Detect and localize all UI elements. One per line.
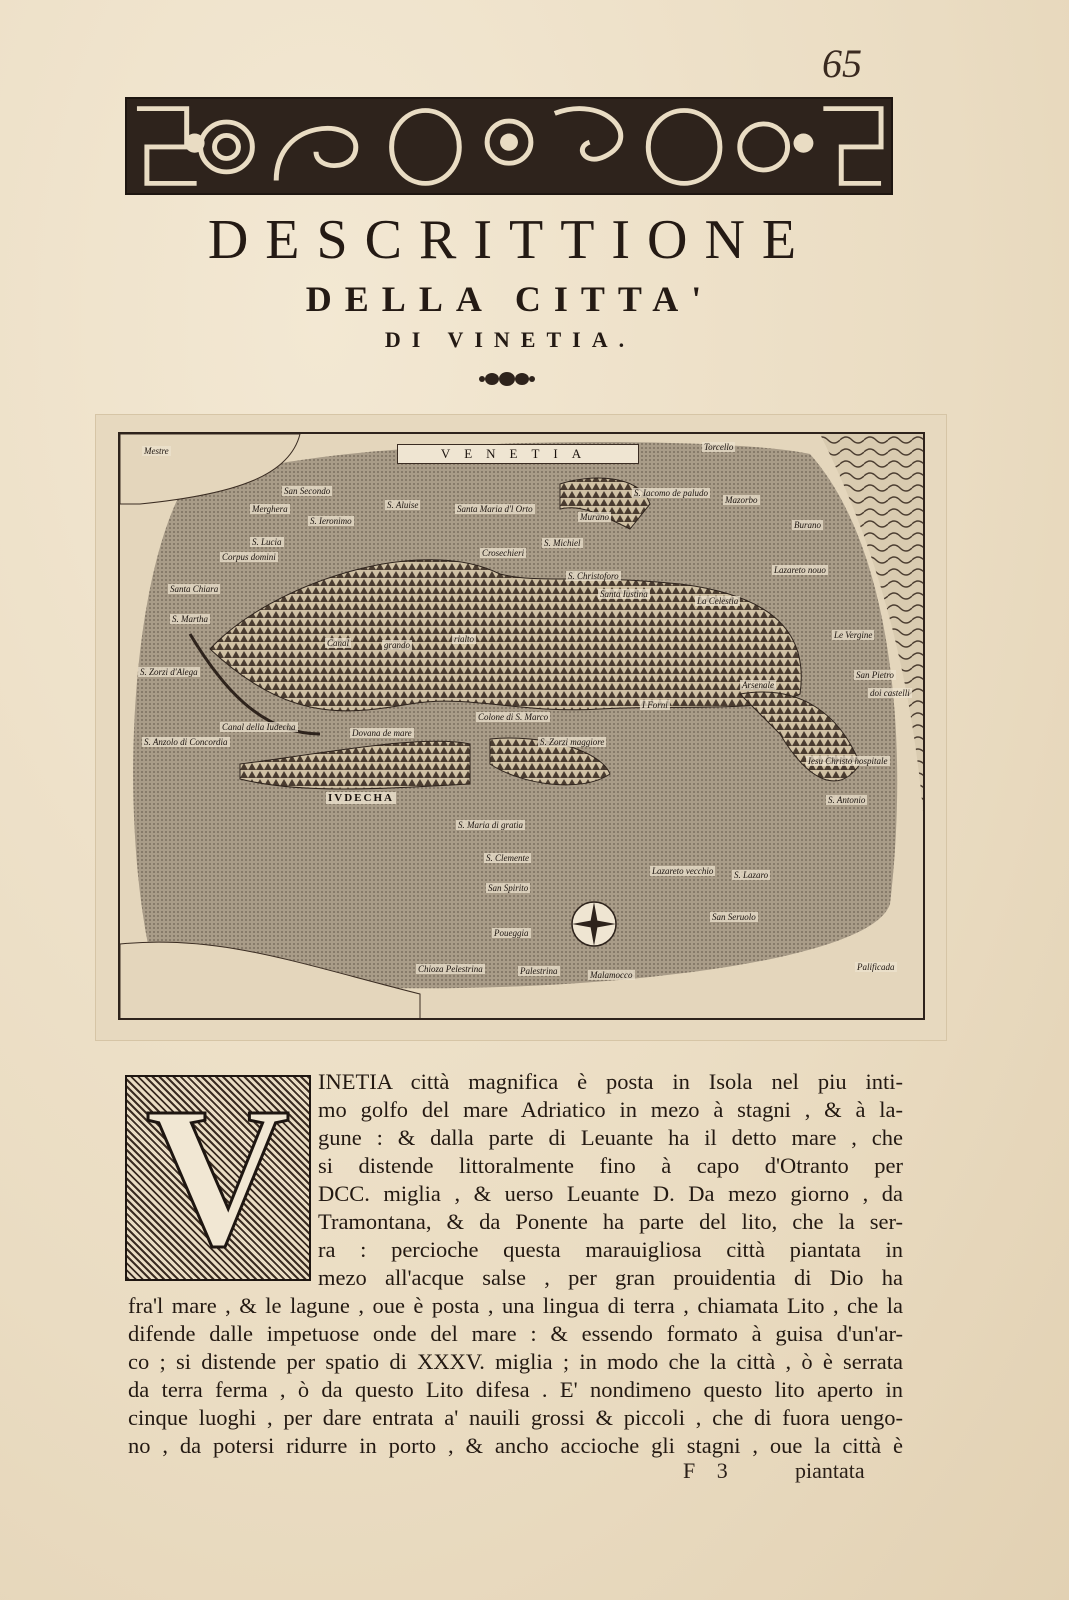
text-line: fra'l mare , & le lagune , oue è posta , una lingua di terra , chiamata Lito , che la: [128, 1293, 903, 1318]
map-label: Santa Maria d'l Orto: [457, 504, 533, 514]
text-line: difende dalle impetuose onde del mare : & essendo formato à guisa d'un'ar-: [128, 1321, 903, 1346]
text-line: mezo all'acque salse , per gran prouidentia di Dio ha: [318, 1265, 903, 1290]
map-label: S. Aluise: [387, 500, 419, 510]
map-label: Merghera: [252, 504, 288, 514]
fleuron-ornament: [478, 370, 536, 388]
map-label: Crosechieri: [482, 548, 525, 558]
title-descrittione: DESCRITTIONE: [207, 209, 814, 271]
map-label: S. Antonio: [828, 795, 866, 805]
map-label: S. Zorzi maggiore: [540, 737, 605, 747]
catchword: piantata: [795, 1458, 865, 1483]
title-di-vinetia: DI VINETIA.: [384, 327, 636, 352]
signature-mark: F 3: [683, 1458, 736, 1483]
map-label: Canal: [327, 638, 350, 648]
venice-map-engraving: [118, 432, 925, 1020]
text-line: INETIA città magnifica è posta in Isola nel piu inti-: [318, 1069, 903, 1094]
text-line: co ; si distende per spatio di XXXV. miglia ; in modo che la città , ò è serrata: [128, 1349, 903, 1374]
map-label: grando: [384, 640, 411, 650]
map-label: Torcello: [704, 442, 734, 452]
map-label: S. Ieronimo: [310, 516, 352, 526]
text-line: no , da potersi ridurre in porto , & ancho accioche gli stagni , oue la città è: [128, 1433, 903, 1458]
map-label: Palestrina: [520, 966, 558, 976]
text-line: mo golfo del mare Adriatico in mezo à stagni , & à la-: [318, 1097, 903, 1122]
map-label-iudecha: IVDECHA: [328, 792, 394, 804]
map-label: Lazareto nouo: [774, 565, 826, 575]
map-label: S. Christoforo: [568, 571, 619, 581]
map-label: S. Lucia: [252, 537, 282, 547]
map-label: Iesu Christo hospitale: [808, 756, 888, 766]
map-label: S. Anzolo di Concordia: [144, 737, 228, 747]
map-label: Mestre: [144, 446, 169, 456]
map-label: Lazareto vecchio: [652, 866, 714, 876]
map-label: San Seruolo: [712, 912, 756, 922]
decorated-initial: [125, 1067, 311, 1288]
map-label: doi castelli: [870, 688, 910, 698]
map-label: S. Iacomo de paludo: [634, 488, 708, 498]
map-label: San Spirito: [488, 883, 529, 893]
map-label: Le Vergine: [834, 630, 873, 640]
map-label: Malamocco: [590, 970, 633, 980]
text-line: DCC. miglia , & uerso Leuante D. Da mezo giorno , da: [318, 1181, 903, 1206]
map-label: Murano: [580, 512, 609, 522]
map-label: Arsenale: [742, 680, 774, 690]
map-label: Colone di S. Marco: [478, 712, 549, 722]
map-label: San Secondo: [284, 486, 331, 496]
map-label: S. Clemente: [486, 853, 529, 863]
map-label: Poueggia: [494, 928, 529, 938]
map-label: Corpus domini: [222, 552, 276, 562]
map-label: Chioza Pelestrina: [418, 964, 483, 974]
map-label: La Celestia: [697, 596, 739, 606]
map-label: Santa Iustina: [600, 589, 648, 599]
map-label: Santa Chiara: [170, 584, 219, 594]
map-label: Dovana de mare: [352, 728, 412, 738]
map-label: Burano: [794, 520, 821, 530]
decorative-headpiece: [125, 97, 893, 195]
drop-cap-letter: V: [145, 1067, 291, 1288]
map-title-banner: VENETIA: [397, 444, 639, 464]
text-line: cinque luoghi , per dare entrata a' nauili grossi & piccoli , che di fuora uengo-: [128, 1405, 903, 1430]
map-label: San Pietro: [856, 670, 894, 680]
map-label: Mazorbo: [725, 495, 758, 505]
map-label: Palificada: [857, 962, 895, 972]
text-line: da terra ferma , ò da questo Lito difesa . E' nondimeno questo lito aperto in: [128, 1377, 903, 1402]
map-label: I Forni: [642, 700, 668, 710]
text-line: Tramontana, & da Ponente ha parte del lito, che la ser-: [318, 1209, 903, 1234]
text-line: ra : percioche questa marauigliosa città piantata in: [318, 1237, 903, 1262]
map-label: rialto: [454, 634, 475, 644]
map-label: S. Lazaro: [734, 870, 769, 880]
compass-rose: [572, 902, 616, 946]
map-label: S. Maria di gratia: [458, 820, 524, 830]
text-line: si distende littoralmente fino à capo d'Otranto per: [318, 1153, 903, 1178]
text-line: gune : & dalla parte di Leuante ha il detto mare , che: [318, 1125, 903, 1150]
title-della-citta: DELLA CITTA': [305, 279, 715, 319]
page-number: 65: [822, 41, 862, 86]
map-label: S. Michiel: [544, 538, 581, 548]
map-label: S. Zorzi d'Alega: [140, 667, 198, 677]
map-label: Canal della Iudecha: [222, 722, 296, 732]
map-label: S. Martha: [172, 614, 208, 624]
